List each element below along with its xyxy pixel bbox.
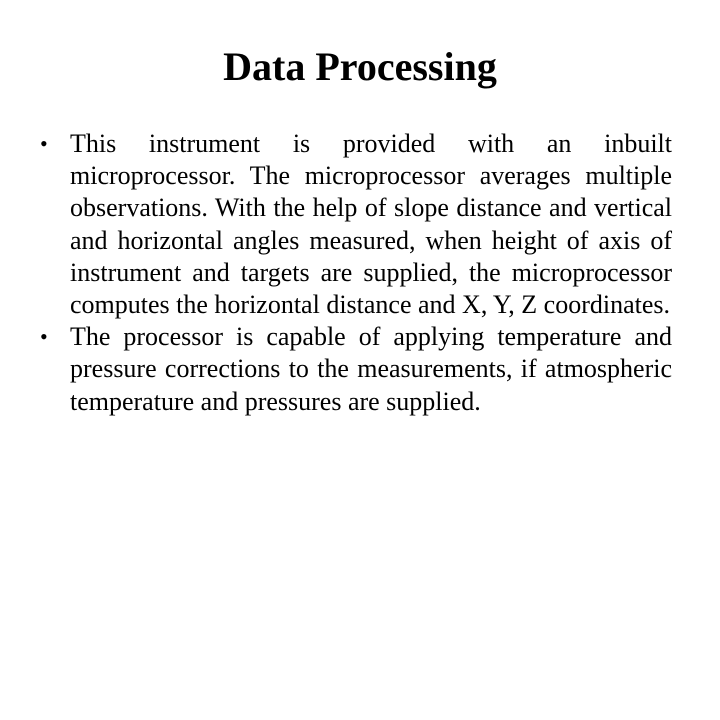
bullet-item-processor: [40, 321, 672, 418]
bullet-text: The processor is capable of applying temperature and pressure corrections to the measurements, if atmospheric temperature and pressures are supplied.: [70, 322, 672, 416]
slide-title: Data Processing: [223, 44, 497, 89]
bullet-marker: •: [40, 131, 48, 156]
bullet-text: This instrument is provided with an inbuilt microprocessor. The microprocessor averages multiple observations. With the help of slope distance and vertical and horizontal angles measured, when height of axis of instrument and targets are supplied, the microprocessor computes the horizontal distance and X, Y, Z coordinates.: [70, 129, 672, 320]
bullet-marker: •: [40, 324, 48, 350]
bullet-item-instrument: [40, 128, 672, 321]
bullet-list: [40, 128, 672, 418]
